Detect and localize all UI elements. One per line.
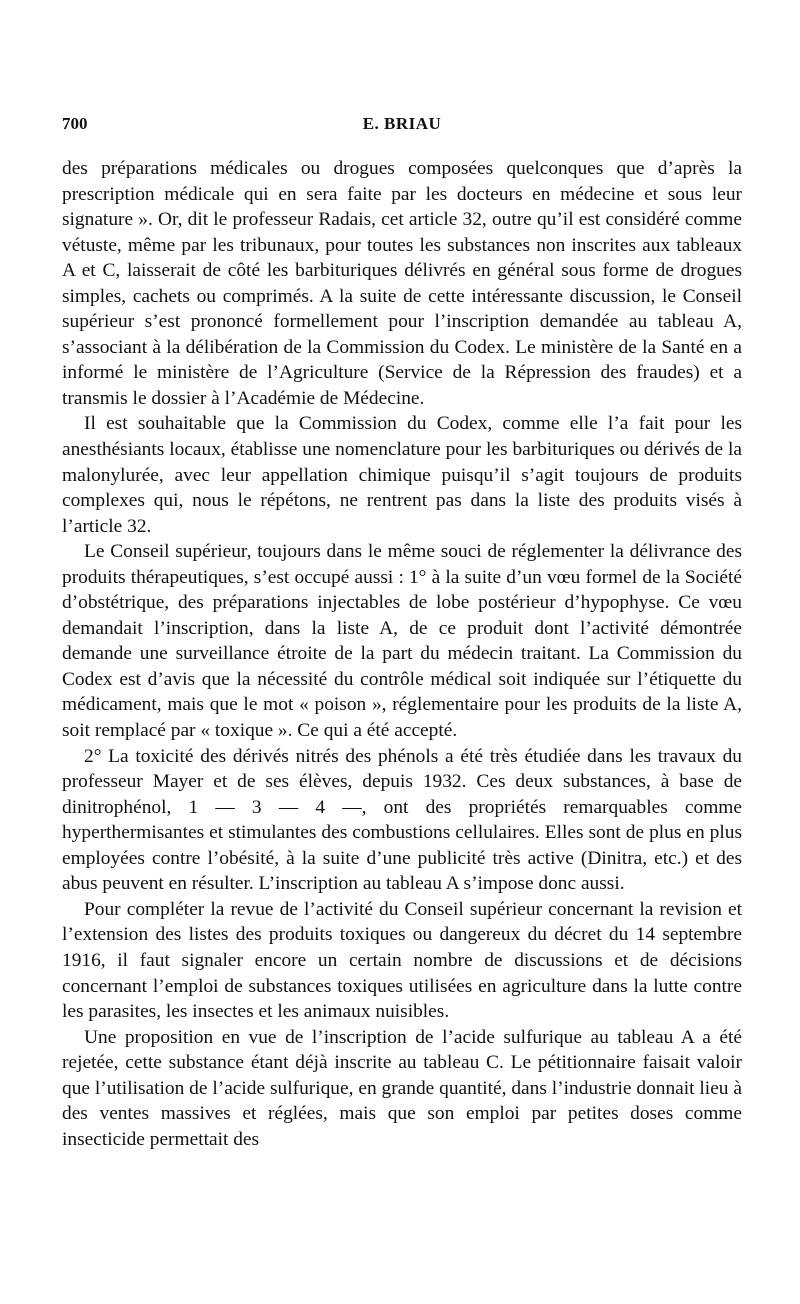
running-head: E. BRIAU	[362, 114, 442, 133]
body-text	[62, 156, 742, 1152]
paragraph: Il est souhaitable que la Commission du Codex, comme elle l’a fait pour les anesthésiants locaux, établisse une nomenclature pour les barbituriques ou dérivés de la malonylurée, avec leur appellation chimique puisqu’il s’agit toujours de produits complexes qui, nous le répétons, ne rentrent pas dans la liste des produits visés à l’article 32.	[62, 413, 742, 537]
paragraph: Le Conseil supérieur, toujours dans le même souci de réglementer la délivrance des produits thérapeutiques, s’est occupé aussi : 1° à la suite d’un vœu formel de la Société d’obstétrique, des préparations injectables de lobe postérieur d’hypophyse. Ce vœu demandait l’inscription, dans la liste A, de ce produit dont l’activité démontrée demande une surveillance étroite de la part du médecin traitant. La Commission du Codex est d’avis que la nécessité du contrôle médical soit indiquée sur l’étiquette du médicament, mais que le mot « poison », réglementaire pour les produits de la liste A, soit remplacé par « toxique ». Ce qui a été accepté.	[62, 541, 742, 742]
page-header	[62, 114, 742, 140]
paragraph: 2° La toxicité des dérivés nitrés des phénols a été très étudiée dans les travaux du professeur Mayer et de ses élèves, depuis 1932. Ces deux substances, à base de dinitrophénol, 1 — 3 — 4 —, ont des propriétés remarquables comme hyperthermisantes et stimulantes des combustions cellulaires. Elles sont de plus en plus employées contre l’obésité, à la suite d’une publicité très active (Dinitra, etc.) et des abus peuvent en résulter. L’inscription au tableau A s’impose donc aussi.	[62, 745, 742, 895]
paragraph: Pour compléter la revue de l’activité du Conseil supérieur concernant la revision et l’extension des listes des produits toxiques ou dangereux du décret du 14 septembre 1916, il faut signaler encore un certain nombre de discussions et de décisions concernant l’emploi de substances toxiques utilisées en agriculture dans la lutte contre les parasites, les insectes et les animaux nuisibles.	[62, 898, 742, 1023]
paragraph: Une proposition en vue de l’inscription de l’acide sulfurique au tableau A a été rejetée, cette substance étant déjà inscrite au tableau C. Le pétitionnaire faisait valoir que l’utilisation de l’acide sulfurique, en grande quantité, dans l’industrie donnait lieu à des ventes massives et réglées, mais que son emploi par petites doses comme insecticide permettait des	[62, 1026, 742, 1150]
paragraph: des préparations médicales ou drogues composées quelconques que d’après la prescription médicale qui en sera faite par les docteurs en médecine et sous leur signature ». Or, dit le professeur Radais, cet article 32, outre qu’il est considéré comme vétuste, même par les tribunaux, pour toutes les substances non inscrites aux tableaux A et C, laisserait de côté les barbituriques délivrés en général sous forme de drogues simples, cachets ou comprimés. A la suite de cette intéressante discussion, le Conseil supérieur s’est prononcé formellement pour l’inscription demandée au tableau A, s’associant à la délibération de la Commission du Codex. Le ministère de la Santé en a informé le ministère de l’Agriculture (Service de la Répression des fraudes) et a transmis le dossier à l’Académie de Médecine.	[62, 158, 742, 409]
page-number: 700	[62, 114, 88, 133]
